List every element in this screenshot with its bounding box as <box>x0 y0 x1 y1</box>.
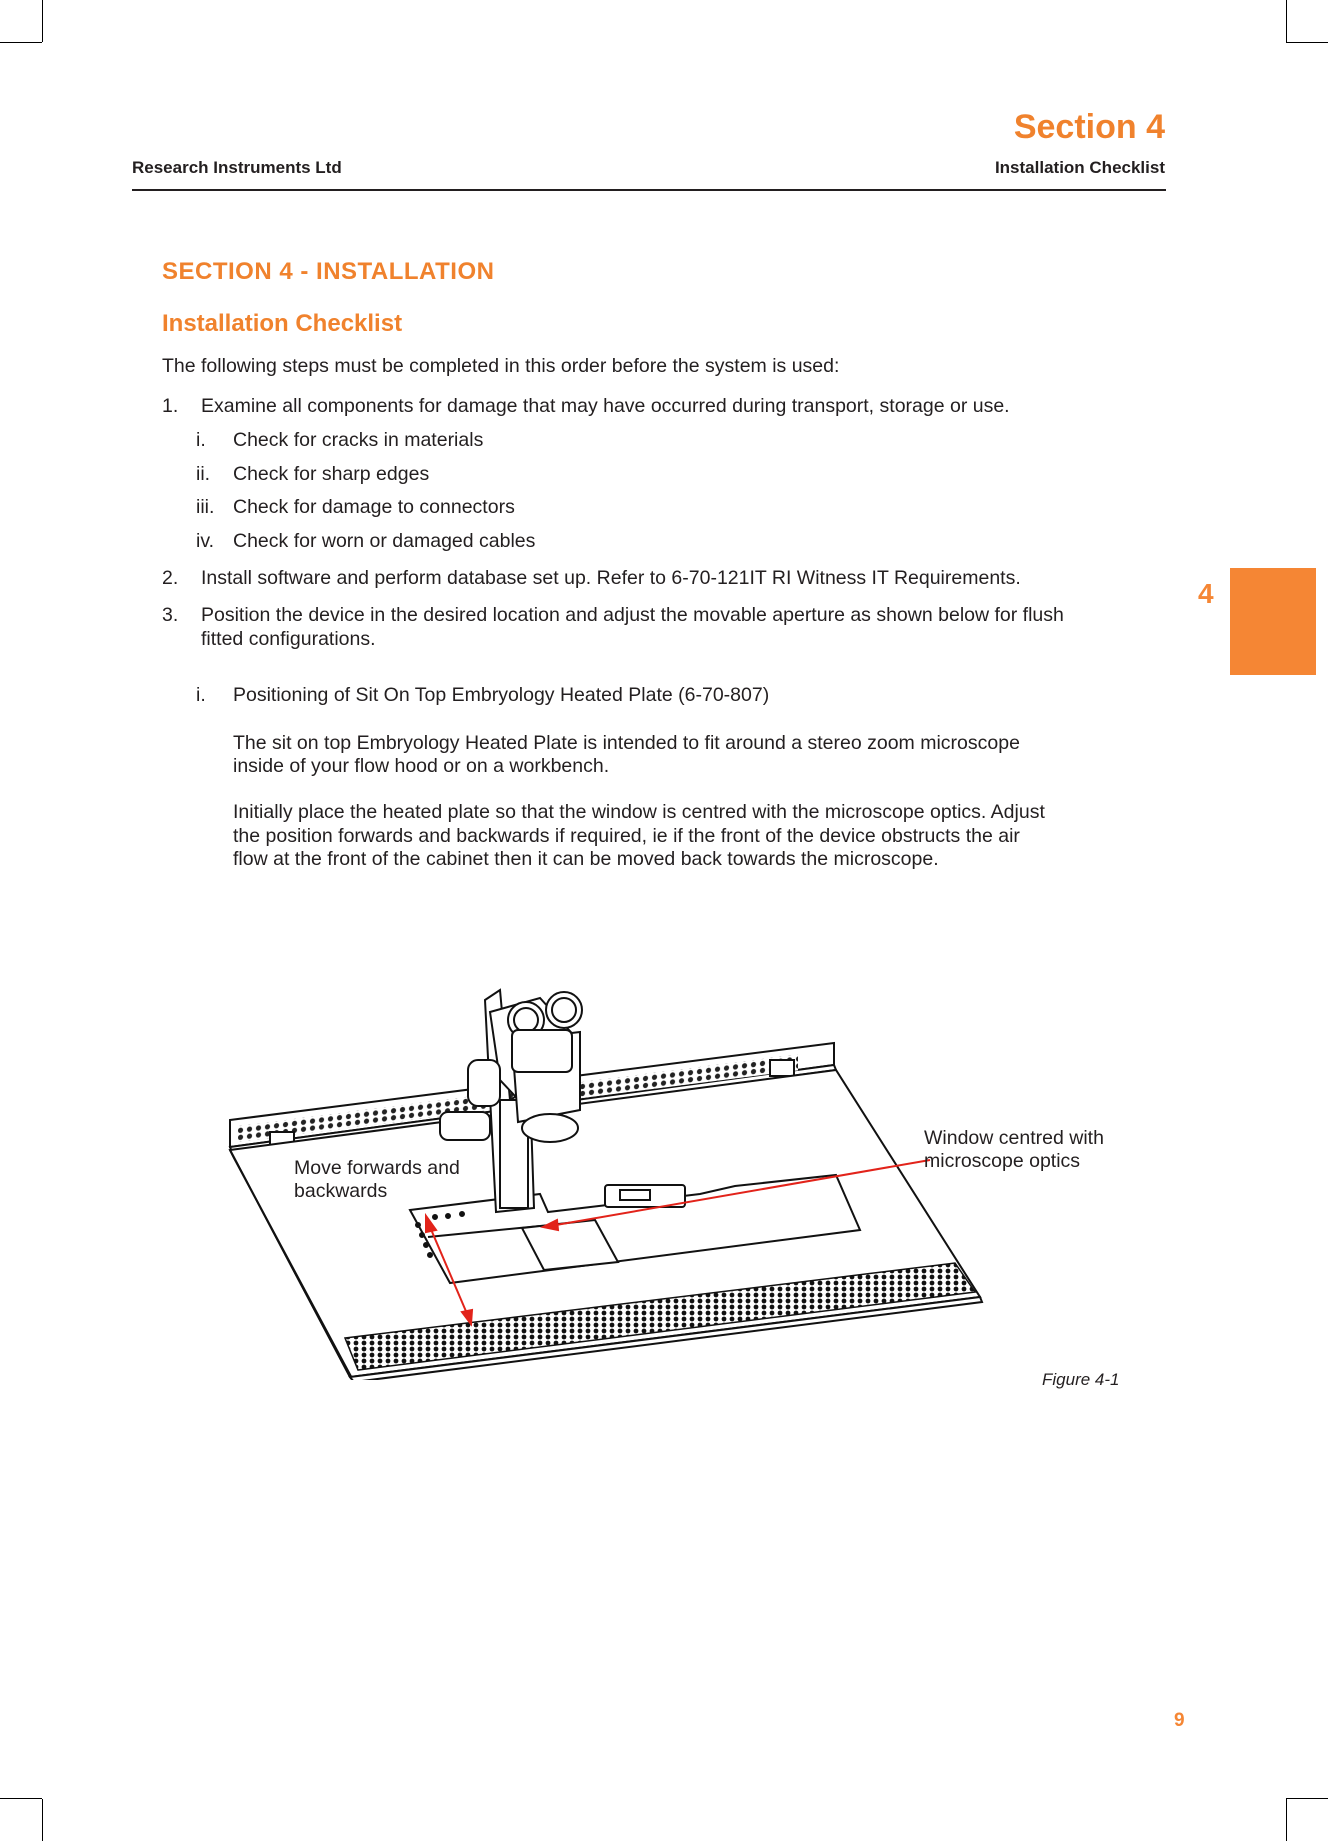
sub-list-text: Check for worn or damaged cables <box>233 529 536 552</box>
sub-list-item <box>162 684 1162 707</box>
header-divider <box>132 189 1166 191</box>
callout-window-label <box>924 1127 1104 1174</box>
crop-mark <box>1286 42 1328 43</box>
crop-mark <box>0 1798 42 1799</box>
crop-mark <box>0 42 42 43</box>
sub-list-text: Positioning of Sit On Top Embryology Heated Plate (6-70-807) <box>233 684 770 707</box>
list-text: fitted configurations. <box>201 627 376 650</box>
section-heading: SECTION 4 - INSTALLATION <box>162 258 495 285</box>
sub-list-number: i. <box>196 429 206 452</box>
sub-list-number: iii. <box>196 496 215 519</box>
list-text: Install software and perform database set up. Refer to 6-70-121IT RI Witness IT Requirements. <box>201 566 1021 589</box>
paragraph-line: inside of your flow hood or on a workbench. <box>233 754 610 777</box>
paragraph-line: the position forwards and backwards if required, ie if the front of the device obstructs the air <box>233 824 1020 847</box>
list-number: 3. <box>162 604 179 627</box>
paragraph <box>162 801 1162 871</box>
sub-list-text: Check for damage to connectors <box>233 496 515 519</box>
callout-line: Move forwards and <box>294 1157 460 1179</box>
crop-mark <box>1286 1798 1328 1799</box>
paragraph <box>162 732 1162 779</box>
section-tab-number: 4 <box>1198 578 1214 609</box>
figure-caption: Figure 4-1 <box>1042 1370 1120 1389</box>
section-tab <box>1230 568 1316 675</box>
list-item <box>162 567 1162 590</box>
intro-text: The following steps must be completed in this order before the system is used: <box>162 354 840 377</box>
sub-list-number: ii. <box>196 462 211 485</box>
list-item <box>162 604 1162 651</box>
crop-mark <box>1286 0 1287 42</box>
crop-mark <box>42 1799 43 1841</box>
callout-move-label <box>294 1157 460 1204</box>
sub-list-item <box>162 496 1162 519</box>
callout-line: Window centred with <box>924 1127 1104 1149</box>
callout-line: microscope optics <box>924 1150 1081 1173</box>
sub-list-number: i. <box>196 684 206 707</box>
sub-list-item <box>162 463 1162 486</box>
sub-list-item <box>162 429 1162 452</box>
section-title: Section 4 <box>1013 108 1165 146</box>
main-content <box>162 258 1162 871</box>
sub-list-item <box>162 530 1162 553</box>
list-number: 2. <box>162 566 179 589</box>
page-number: 9 <box>1174 1710 1185 1731</box>
company-name: Research Instruments Ltd <box>132 158 342 177</box>
sub-list-number: iv. <box>196 529 215 552</box>
sub-list-text: Check for cracks in materials <box>233 429 484 452</box>
list-number: 1. <box>162 394 179 417</box>
crop-mark <box>1286 1799 1287 1841</box>
subheading: Installation Checklist <box>162 309 403 337</box>
header-subtitle: Installation Checklist <box>994 158 1165 177</box>
paragraph-line: Initially place the heated plate so that the window is centred with the microscope optics. Adjust <box>233 801 1045 824</box>
callout-line: backwards <box>294 1180 388 1203</box>
paragraph-line: The sit on top Embryology Heated Plate is intended to fit around a stereo zoom microscope <box>233 731 1020 754</box>
paragraph-line: flow at the front of the cabinet then it can be moved back towards the microscope. <box>233 848 939 871</box>
list-item <box>162 395 1162 418</box>
list-text: Position the device in the desired location and adjust the movable aperture as shown below for flush <box>201 604 1064 627</box>
list-text: Examine all components for damage that may have occurred during transport, storage or use. <box>201 394 1010 417</box>
crop-mark <box>42 0 43 42</box>
sub-list-text: Check for sharp edges <box>233 462 430 485</box>
